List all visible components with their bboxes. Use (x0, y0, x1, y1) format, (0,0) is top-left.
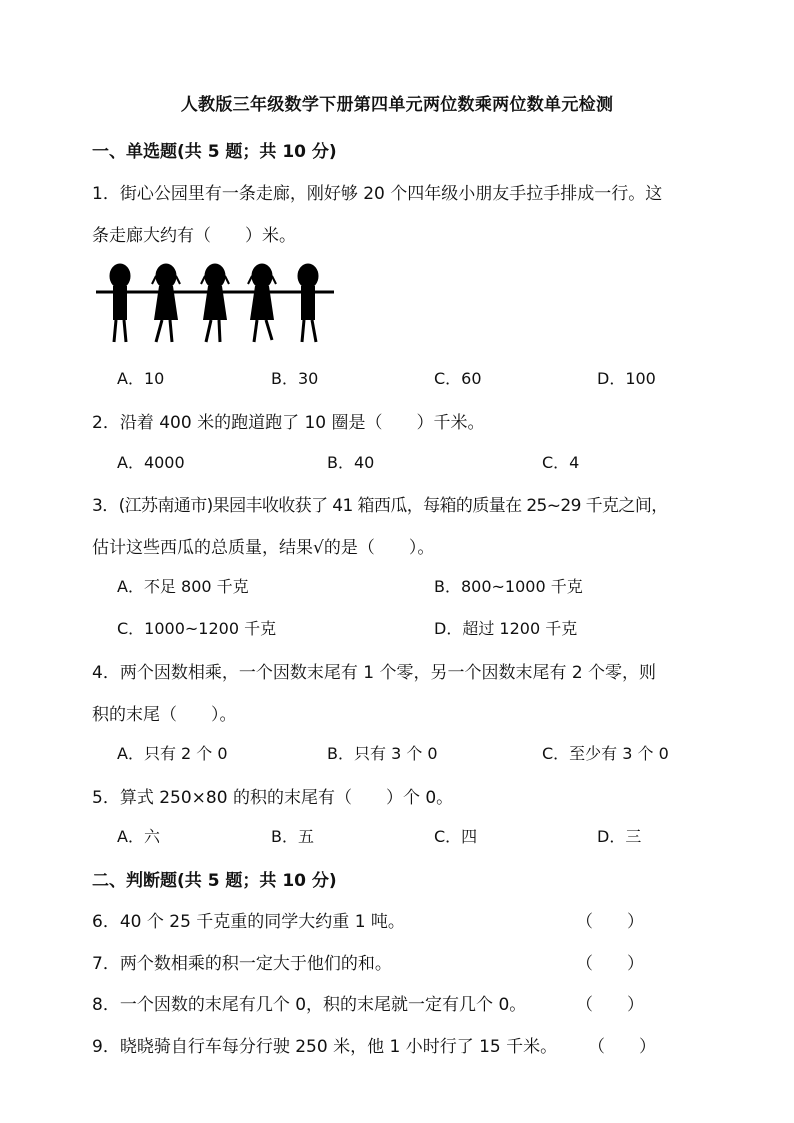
question-2-option-c: C．4 (542, 453, 580, 472)
question-7-answer-paren: （ ） (576, 954, 644, 974)
question-1-text-line1: 1．街心公园里有一条走廊，刚好够 20 个四年级小朋友手拉手排成一行。这 (92, 184, 663, 204)
question-2-option-b: B．40 (327, 453, 375, 472)
question-5-option-d: D．三 (597, 827, 642, 846)
question-1-option-a: A．10 (117, 369, 165, 388)
question-8-text: 8．一个因数的末尾有几个 0，积的末尾就一定有几个 0。 (92, 995, 527, 1015)
question-5-option-b: B．五 (271, 827, 314, 846)
question-5-option-a: A．六 (117, 827, 160, 846)
question-1-option-b: B．30 (271, 369, 319, 388)
question-4-option-b: B．只有 3 个 0 (327, 744, 438, 763)
children-holding-hands-illustration (94, 262, 336, 348)
question-1-option-d: D．100 (597, 369, 656, 388)
question-9-answer-paren: （ ） (588, 1037, 656, 1057)
section-heading-true-false: 二、判断题(共 5 题；共 10 分) (92, 871, 337, 891)
question-3-option-b: B．800~1000 千克 (434, 577, 583, 596)
question-1-option-c: C．60 (434, 369, 482, 388)
page-title: 人教版三年级数学下册第四单元两位数乘两位数单元检测 (180, 95, 614, 115)
question-4-text-line1: 4．两个因数相乘，一个因数末尾有 1 个零，另一个因数末尾有 2 个零，则 (92, 663, 657, 683)
question-8-answer-paren: （ ） (576, 995, 644, 1015)
question-3-option-d: D．超过 1200 千克 (434, 619, 578, 638)
question-4-option-c: C．至少有 3 个 0 (542, 744, 669, 763)
question-6-text: 6．40 个 25 千克重的同学大约重 1 吨。 (92, 912, 405, 932)
question-7-text: 7．两个数相乘的积一定大于他们的和。 (92, 954, 392, 974)
question-3-text-line1: 3．(江苏南通市)果园丰收收获了 41 箱西瓜，每箱的质量在 25~29 千克之间， (92, 496, 668, 516)
question-5-text: 5．算式 250×80 的积的末尾有（ ）个 0。 (92, 788, 454, 808)
question-2-option-a: A．4000 (117, 453, 185, 472)
question-2-text: 2．沿着 400 米的跑道跑了 10 圈是（ ）千米。 (92, 413, 485, 433)
question-4-option-a: A．只有 2 个 0 (117, 744, 228, 763)
question-3-option-a: A．不足 800 千克 (117, 577, 249, 596)
section-heading-single-choice: 一、单选题(共 5 题；共 10 分) (92, 142, 337, 162)
question-1-text-line2: 条走廊大约有（ ）米。 (92, 226, 296, 246)
question-3-text-line2: 估计这些西瓜的总质量，结果√的是（ ）。 (92, 538, 435, 558)
question-5-option-c: C．四 (434, 827, 478, 846)
question-9-text: 9．晓晓骑自行车每分行驶 250 米，他 1 小时行了 15 千米。 (92, 1037, 558, 1057)
question-4-text-line2: 积的末尾（ ）。 (92, 705, 237, 725)
question-3-option-c: C．1000~1200 千克 (117, 619, 277, 638)
question-6-answer-paren: （ ） (576, 912, 644, 932)
